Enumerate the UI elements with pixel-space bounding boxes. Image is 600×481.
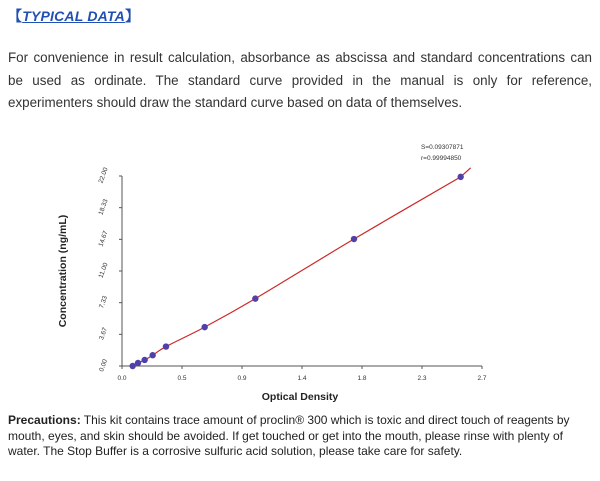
y-tick-label: 14.67 bbox=[97, 229, 110, 248]
y-tick-label: 18.33 bbox=[97, 198, 110, 217]
heading-close-bracket: 】 bbox=[124, 8, 140, 24]
y-tick-label: 22.00 bbox=[97, 166, 110, 185]
data-point bbox=[351, 236, 357, 242]
x-axis-ticks bbox=[117, 366, 486, 382]
x-tick-label: 0.5 bbox=[177, 375, 187, 382]
y-tick-label: 0.00 bbox=[98, 358, 110, 373]
y-axis-ticks bbox=[98, 166, 122, 372]
annotation-r: r=0.99994850 bbox=[421, 155, 462, 162]
y-tick-label: 11.00 bbox=[97, 261, 110, 280]
data-point bbox=[149, 352, 155, 358]
data-point bbox=[252, 295, 258, 301]
heading-open-bracket: 【 bbox=[8, 8, 23, 24]
fit-curve bbox=[133, 168, 471, 366]
intro-paragraph: For convenience in result calculation, absorbance as abscissa and standard concentrations can be used as ordinate. The standard curve provided in the manual is only for reference, experimenters should draw the standard curve based on data of themselves. bbox=[8, 50, 592, 110]
y-tick-label: 3.67 bbox=[98, 326, 110, 341]
section-heading bbox=[8, 6, 139, 26]
data-point bbox=[141, 357, 147, 363]
data-point bbox=[201, 324, 207, 330]
data-point bbox=[457, 174, 463, 180]
data-point bbox=[135, 360, 141, 366]
x-tick-label: 0.9 bbox=[237, 375, 247, 382]
x-tick-label: 2.7 bbox=[477, 375, 487, 382]
precautions-paragraph bbox=[8, 413, 594, 460]
y-tick-label: 7.33 bbox=[98, 295, 110, 310]
heading-title: TYPICAL DATA bbox=[22, 8, 125, 24]
precautions-text: This kit contains trace amount of proclin® 300 which is toxic and direct touch of reagents by mouth, eyes, and skin should be avoided. If get touched or get into the mouth, please rinse with plenty of water. The Stop Buffer is a corrosive sulfuric acid solution, please take care for safety. bbox=[8, 413, 570, 459]
x-axis-label: Optical Density bbox=[261, 391, 339, 403]
data-point bbox=[163, 343, 169, 349]
standard-curve-chart bbox=[0, 138, 600, 410]
x-tick-label: 1.4 bbox=[297, 375, 307, 382]
annotation-s: S=0.09307871 bbox=[421, 144, 464, 151]
y-axis-label: Concentration (ng/mL) bbox=[57, 214, 69, 328]
x-tick-label: 0.0 bbox=[117, 375, 127, 382]
x-tick-label: 2.3 bbox=[417, 375, 427, 382]
precautions-label: Precautions: bbox=[8, 413, 81, 427]
x-tick-label: 1.8 bbox=[357, 375, 367, 382]
